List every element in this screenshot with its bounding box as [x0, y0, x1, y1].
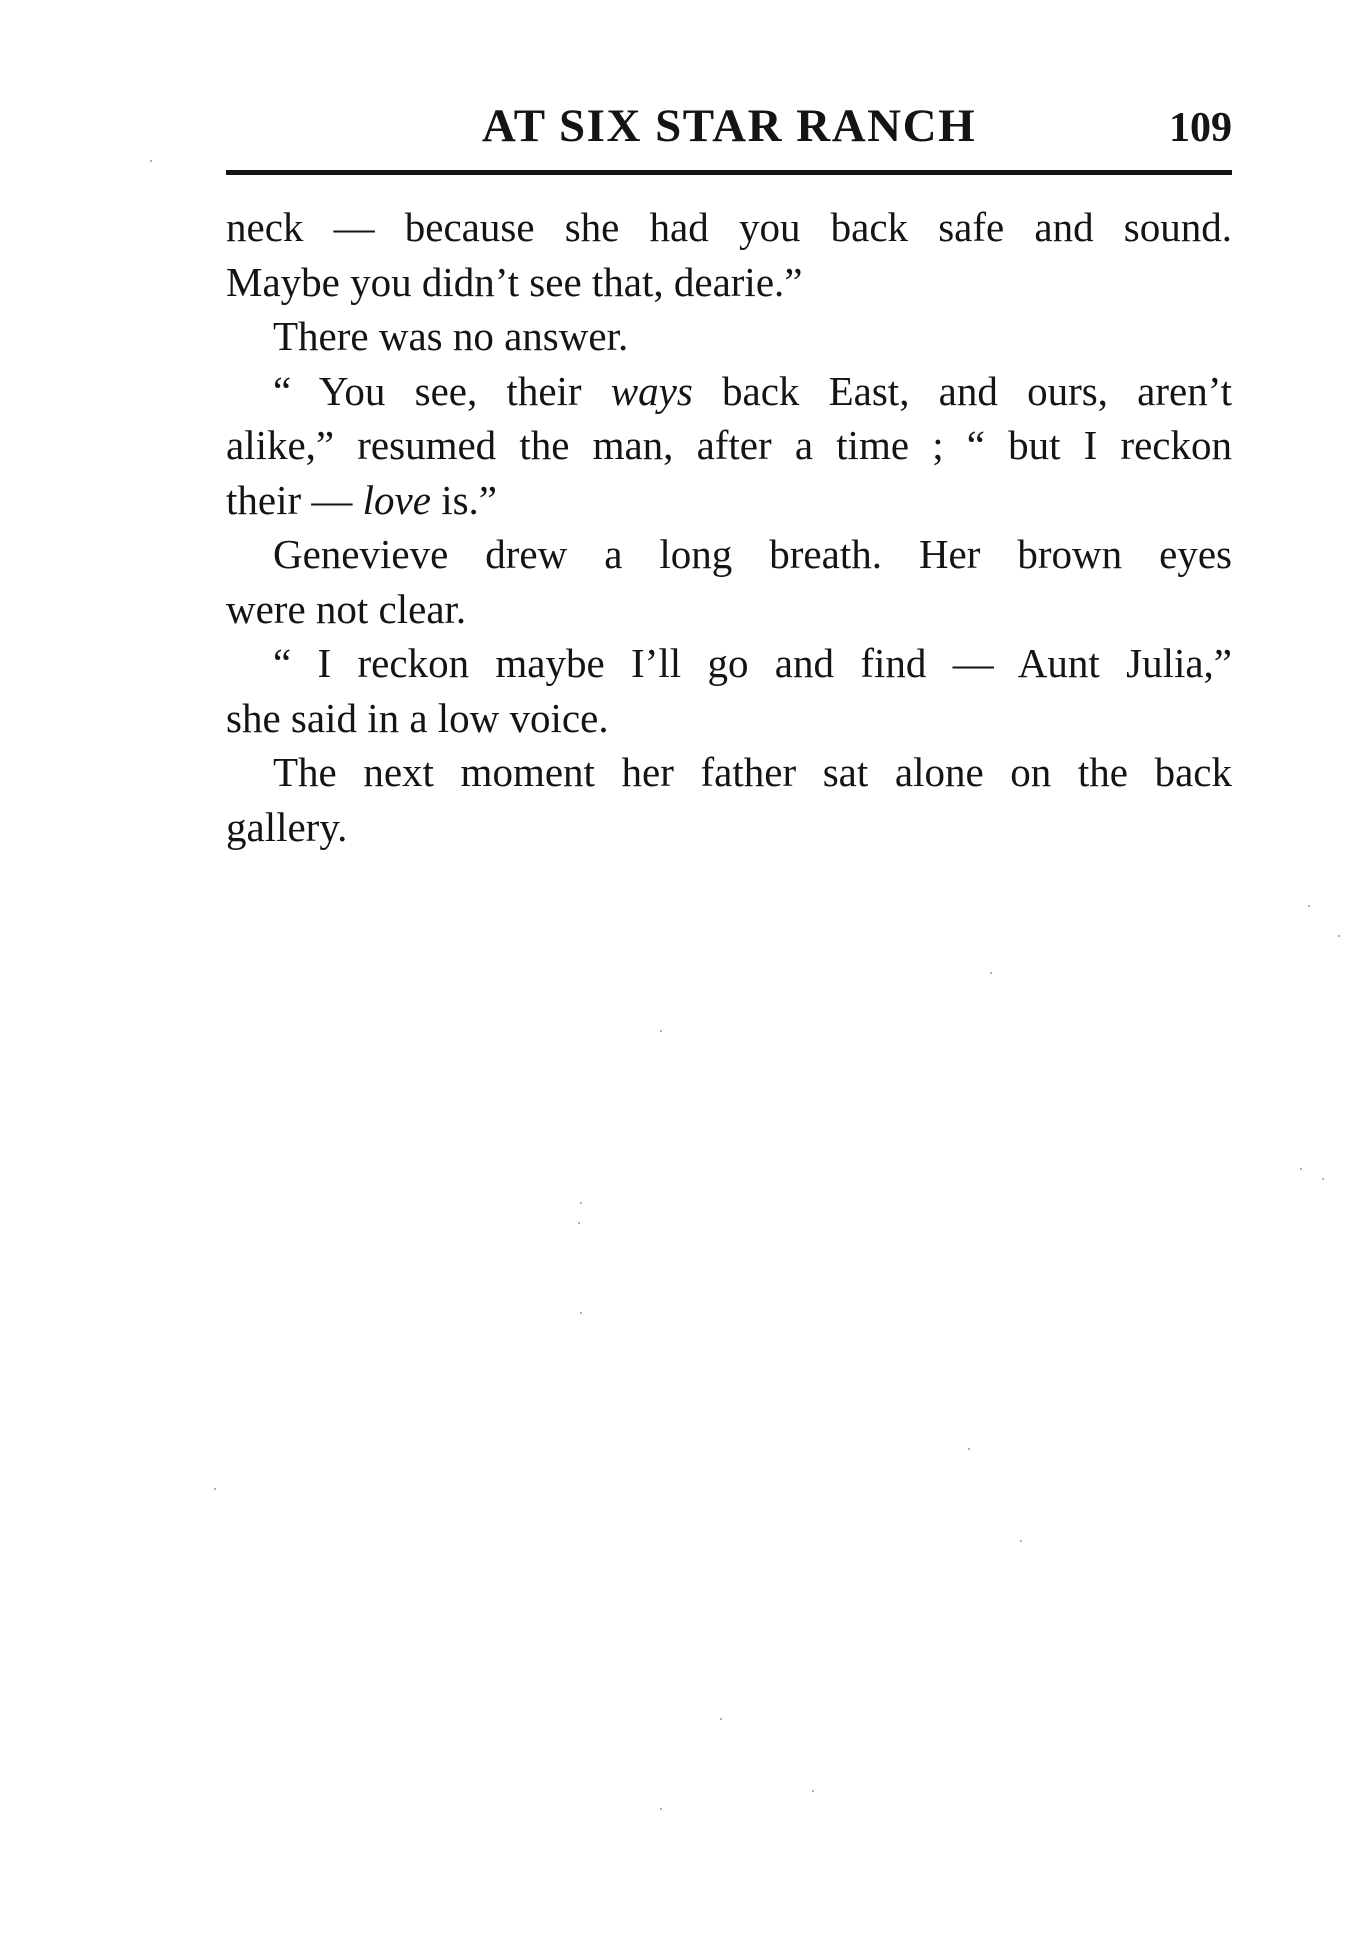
- scan-speck: [812, 1790, 814, 1792]
- paragraph-1-line-1: neck — because she had you back safe and sound.: [226, 204, 1232, 250]
- body-text: [226, 200, 1232, 854]
- p3-line3-text-a: their —: [226, 476, 363, 523]
- paragraph-3-line-3: [226, 473, 1232, 528]
- scan-speck: [660, 1030, 662, 1032]
- scan-speck: [1300, 1168, 1302, 1170]
- header-rule: [226, 170, 1232, 175]
- paragraph-3-line-2: alike,” resumed the man, after a time ; “ but I reckon: [226, 422, 1232, 468]
- paragraph-4-line-1: Genevieve drew a long breath. Her brown eyes: [273, 531, 1232, 577]
- paragraph-1-line-2: Maybe you didn’t see that, dearie.”: [226, 258, 803, 305]
- paragraph-2-line-1: There was no answer.: [273, 313, 629, 359]
- scan-speck: [1020, 1540, 1022, 1542]
- paragraph-3-line-1: [226, 364, 1232, 419]
- p3-emphasis-love: love: [362, 476, 431, 523]
- scan-speck: [1322, 1178, 1324, 1180]
- scan-speck: [1308, 905, 1310, 907]
- p3-line3-text-b: is.”: [430, 476, 497, 523]
- paragraph-6-line-1: The next moment her father sat alone on the back: [273, 749, 1232, 795]
- scan-speck: [990, 972, 992, 974]
- scan-speck: [214, 1488, 216, 1490]
- scan-speck: [580, 1202, 582, 1204]
- running-title: AT SIX STAR RANCH: [481, 100, 977, 152]
- scan-speck: [150, 160, 152, 162]
- p3-emphasis-ways: ways: [610, 367, 693, 414]
- scan-speck: [968, 1448, 970, 1450]
- paragraph-5-line-1: “ I reckon maybe I’ll go and find — Aunt Julia,”: [273, 640, 1232, 686]
- scan-speck: [580, 1312, 582, 1314]
- p3-line1-text-b: back East, and ours, aren’t: [692, 367, 1232, 414]
- scan-speck: [1338, 935, 1340, 937]
- scan-speck: [660, 1808, 662, 1810]
- paragraph-4-line-2: were not clear.: [226, 585, 467, 632]
- scan-speck: [578, 1222, 580, 1224]
- page-number: 109: [1169, 105, 1232, 151]
- running-head: [226, 96, 1232, 156]
- paragraph-5-line-2: she said in a low voice.: [226, 694, 609, 741]
- scan-speck: [720, 1718, 722, 1720]
- paragraph-6-line-2: gallery.: [226, 803, 348, 850]
- p3-line1-text-a: “ You see, their: [273, 367, 611, 414]
